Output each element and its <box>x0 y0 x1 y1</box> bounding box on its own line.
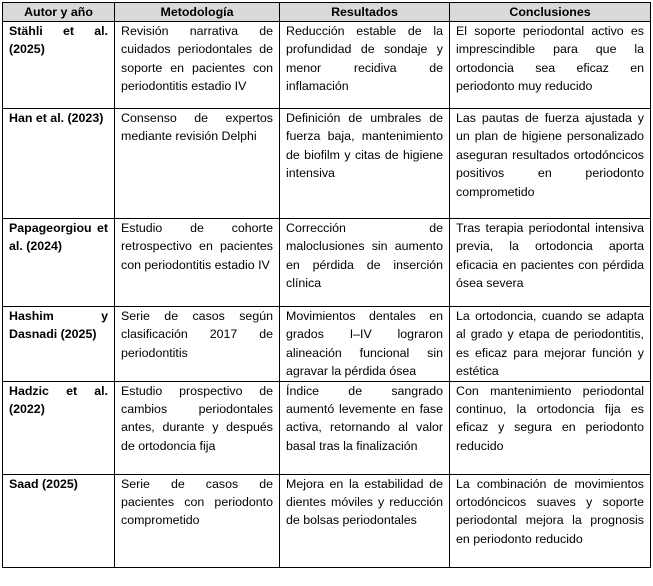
header-conclusions: Conclusiones <box>450 3 651 22</box>
table-row <box>3 219 651 307</box>
cell-author: Hadzic et al. (2022) <box>3 381 115 474</box>
cell-conclusions: Con mantenimiento periodontal continuo, la ortodoncia fija es eficaz y segura en periodonto reducido <box>450 381 651 474</box>
cell-conclusions: Las pautas de fuerza ajustada y un plan de higiene personalizado aseguran resultados ortodóncicos positivos en periodonto comprometido <box>450 109 651 219</box>
cell-methodology: Estudio de cohorte retrospectivo en pacientes con periodontitis estadio IV <box>115 219 280 307</box>
cell-methodology: Consenso de expertos mediante revisión Delphi <box>115 109 280 219</box>
cell-methodology: Serie de casos según clasificación 2017 de periodontitis <box>115 307 280 382</box>
cell-author: Han et al. (2023) <box>3 109 115 219</box>
header-methodology: Metodología <box>115 3 280 22</box>
cell-methodology: Estudio prospectivo de cambios periodontales antes, durante y después de ortodoncia fija <box>115 381 280 474</box>
cell-methodology: Serie de casos de pacientes con periodonto comprometido <box>115 474 280 567</box>
header-author: Autor y año <box>3 3 115 22</box>
cell-author: Hashim y Dasnadi (2025) <box>3 307 115 382</box>
cell-results: Definición de umbrales de fuerza baja, mantenimiento de biofilm y citas de higiene intensiva <box>280 109 450 219</box>
table-row <box>3 474 651 567</box>
cell-results: Índice de sangrado aumentó levemente en fase activa, retornando al valor basal tras la finalización <box>280 381 450 474</box>
table-row <box>3 307 651 382</box>
cell-results: Reducción estable de la profundidad de sondaje y menor recidiva de inflamación <box>280 22 450 109</box>
table-row <box>3 109 651 219</box>
studies-table <box>2 2 651 568</box>
table-row <box>3 22 651 109</box>
cell-author: Saad (2025) <box>3 474 115 567</box>
cell-conclusions: La combinación de movimientos ortodóncicos suaves y soporte periodontal mejora la prognosis en periodonto reducido <box>450 474 651 567</box>
cell-methodology: Revisión narrativa de cuidados periodontales de soporte en pacientes con periodontitis estadio IV <box>115 22 280 109</box>
cell-results: Mejora en la estabilidad de dientes móviles y reducción de bolsas periodontales <box>280 474 450 567</box>
cell-conclusions: Tras terapia periodontal intensiva previa, la ortodoncia aporta eficacia en pacientes con pérdida ósea severa <box>450 219 651 307</box>
table-row <box>3 381 651 474</box>
table-header <box>3 3 651 22</box>
cell-author: Papageorgiou et al. (2024) <box>3 219 115 307</box>
header-results: Resultados <box>280 3 450 22</box>
cell-results: Corrección de maloclusiones sin aumento en pérdida de inserción clínica <box>280 219 450 307</box>
cell-conclusions: La ortodoncia, cuando se adapta al grado y etapa de periodontitis, es eficaz para mejorar función y estética <box>450 307 651 382</box>
table-body <box>3 22 651 568</box>
cell-results: Movimientos dentales en grados I–IV lograron alineación funcional sin agravar la pérdida ósea <box>280 307 450 382</box>
header-row <box>3 3 651 22</box>
cell-conclusions: El soporte periodontal activo es imprescindible para que la ortodoncia sea eficaz en periodonto muy reducido <box>450 22 651 109</box>
cell-author: Stähli et al. (2025) <box>3 22 115 109</box>
